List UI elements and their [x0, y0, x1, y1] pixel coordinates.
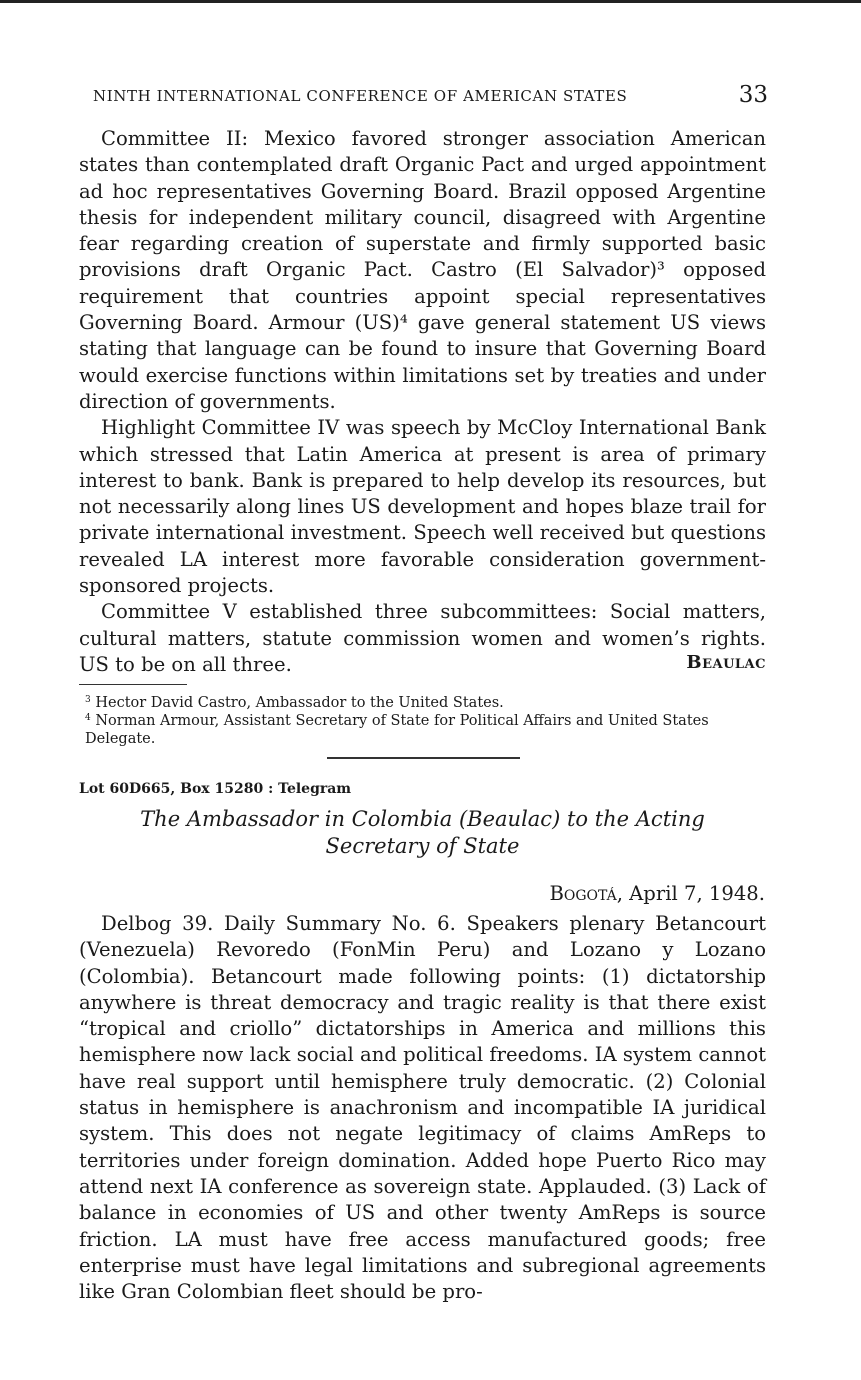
dateline-place: Bogotá,: [549, 882, 623, 905]
running-header: [93, 82, 768, 112]
footnote-rule: [79, 684, 187, 685]
section-1-body: [79, 126, 766, 678]
footnote-3: [79, 694, 766, 712]
signature: Beaulac: [686, 652, 766, 673]
paragraph-committee-ii: Committee II: Mexico favored stronger association American states than contemplated draft Organic Pact and urged appointment ad hoc representatives Governing Board. Brazil opposed Argentine thesis for independent military council, disagreed with Argentine fear regarding creation of superstate and firmly supported basic provisions draft Organic Pact. Castro (El Salvador)³ opposed requirement that countries appoint special representatives Governing Board. Armour (US)⁴ gave general statement US views stating that language can be found to insure that Governing Board would exercise functions within limitations set by treaties and under direction of governments.: [79, 127, 766, 413]
footnote-3-mark: 3: [85, 695, 91, 705]
document-separator: [327, 757, 520, 759]
footnote-4-mark: 4: [85, 713, 91, 723]
source-note: Lot 60D665, Box 15280 : Telegram: [79, 781, 352, 797]
paragraph-committee-iv: Highlight Committee IV was speech by McCloy International Bank which stressed that Latin America at present is area of primary interest to bank. Bank is prepared to help develop its resources, but not necessarily along lines US development and hopes blaze trail for private international investment. Speech well received but questions revealed LA interest more favorable consideration government-sponsored projects.: [79, 416, 766, 598]
footnote-4: [79, 712, 766, 748]
footnotes: [79, 694, 766, 748]
dateline: [549, 882, 765, 905]
document-title-line-1: The Ambassador in Colombia (Beaulac) to the Acting: [140, 807, 705, 831]
paragraph-delbog-39: Delbog 39. Daily Summary No. 6. Speakers plenary Betancourt (Venezuela) Revoredo (FonMin Peru) and Lozano y Lozano (Colombia). Betancourt made following points: (1) dictatorship anywhere is threat democracy and tragic reality is that there exist “tropical and criollo” dictatorships in America and millions this hemisphere now lack social and political freedoms. IA system cannot have real support until hemisphere truly democratic. (2) Colonial status in hemisphere is anachronism and incompatible IA juridical system. This does not negate legitimacy of claims AmReps to territories under foreign domination. Added hope Puerto Rico may attend next IA conference as sovereign state. Applauded. (3) Lack of balance in economies of US and other twenty AmReps is source friction. LA must have free access manufactured goods; free enterprise must have legal limitations and subregional agreements like Gran Colombian fleet should be pro-: [79, 912, 766, 1304]
footnote-3-text: Hector David Castro, Ambassador to the United States.: [95, 695, 504, 711]
document-title: [79, 806, 766, 860]
footnote-4-text: Norman Armour, Assistant Secretary of State for Political Affairs and United States Delegate.: [85, 713, 709, 747]
dateline-date: April 7, 1948.: [629, 882, 765, 905]
document-2-body: [79, 911, 766, 1305]
top-border: [0, 0, 861, 3]
paragraph-committee-v: Committee V established three subcommittees: Social matters, cultural matters, statute commission women and women’s rights. US to be on all three.: [79, 600, 766, 676]
document-title-line-2: Secretary of State: [325, 834, 520, 858]
running-title: NINTH INTERNATIONAL CONFERENCE OF AMERICAN STATES: [93, 87, 628, 105]
page-number: 33: [738, 82, 768, 108]
